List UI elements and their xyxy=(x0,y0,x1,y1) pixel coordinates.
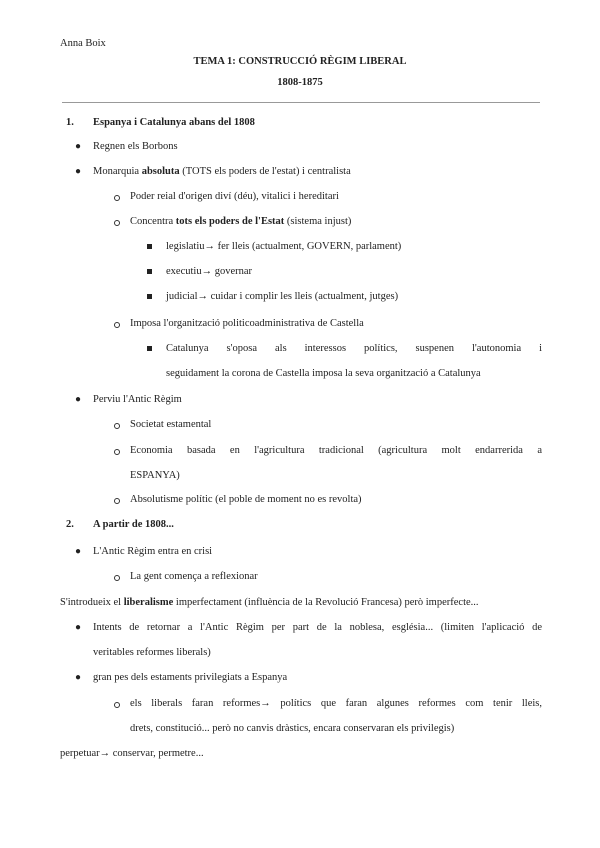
section-1-number: 1. xyxy=(66,117,74,128)
list-item-continuation: ESPANYA) xyxy=(130,470,180,481)
circle-bullet-icon xyxy=(114,423,120,429)
list-item: Perviu l'Antic Règim xyxy=(93,394,182,405)
section-2-number: 2. xyxy=(66,519,74,530)
list-item: Regnen els Borbons xyxy=(93,141,178,152)
paragraph: S'introdueix el liberalisme imperfectament (influència de la Revolució Francesa) però imperfecte... xyxy=(60,597,479,608)
list-item: executiu→ governar xyxy=(166,266,253,277)
circle-bullet-icon xyxy=(114,498,120,504)
list-item: judicial→ cuidar i complir les lleis (actualment, jutges) xyxy=(166,291,399,302)
list-item: Catalunya s'oposa als interessos polítics, suspenen l'autonomia i xyxy=(166,343,542,354)
square-bullet-icon xyxy=(147,244,152,249)
list-item: Societat estamental xyxy=(130,419,212,430)
list-item: La gent comença a reflexionar xyxy=(130,571,258,582)
paragraph: perpetuar→ conservar, permetre... xyxy=(60,748,204,759)
document-years: 1808-1875 xyxy=(277,77,323,88)
list-item-continuation: veritables reformes liberals) xyxy=(93,647,211,658)
disc-bullet-icon: ● xyxy=(75,166,82,177)
circle-bullet-icon xyxy=(114,702,120,708)
disc-bullet-icon: ● xyxy=(75,622,82,633)
square-bullet-icon xyxy=(147,346,152,351)
disc-bullet-icon: ● xyxy=(75,546,82,557)
list-item-continuation: drets, constitució... però no canvis dràstics, encara conservaran els privilegis) xyxy=(130,723,455,734)
section-1-heading: Espanya i Catalunya abans del 1808 xyxy=(93,117,255,128)
circle-bullet-icon xyxy=(114,195,120,201)
list-item: legislatiu→ fer lleis (actualment, GOVERN, parlament) xyxy=(166,241,402,252)
disc-bullet-icon: ● xyxy=(75,672,82,683)
header-divider xyxy=(62,102,540,103)
list-item: gran pes dels estaments privilegiats a Espanya xyxy=(93,672,288,683)
circle-bullet-icon xyxy=(114,449,120,455)
square-bullet-icon xyxy=(147,269,152,274)
list-item: Concentra tots els poders de l'Estat (sistema injust) xyxy=(130,216,352,227)
list-item: Economia basada en l'agricultura tradicional (agricultura molt endarrerida a xyxy=(130,445,542,456)
circle-bullet-icon xyxy=(114,575,120,581)
list-item-continuation: seguidament la corona de Castella imposa la seva organització a Catalunya xyxy=(166,368,481,379)
list-item: els liberals faran reformes→ polítics que faran algunes reformes com tenir lleis, xyxy=(130,698,542,709)
disc-bullet-icon: ● xyxy=(75,141,82,152)
disc-bullet-icon: ● xyxy=(75,394,82,405)
circle-bullet-icon xyxy=(114,220,120,226)
circle-bullet-icon xyxy=(114,322,120,328)
list-item: L'Antic Règim entra en crisi xyxy=(93,546,213,557)
list-item: Monarquia absoluta (TOTS els poders de l'estat) i centralista xyxy=(93,166,351,177)
list-item: Imposa l'organització politicoadministrativa de Castella xyxy=(130,318,364,329)
section-2-heading: A partir de 1808... xyxy=(93,519,174,530)
document-title: TEMA 1: CONSTRUCCIÓ RÈGIM LIBERAL xyxy=(193,56,407,67)
list-item: Intents de retornar a l'Antic Règim per part de la noblesa, església... (limiten l'aplicació de xyxy=(93,622,542,633)
list-item: Absolutisme polític (el poble de moment no es revolta) xyxy=(130,494,362,505)
author-name: Anna Boix xyxy=(60,38,106,49)
list-item: Poder reial d'origen diví (déu), vitalici i hereditari xyxy=(130,191,339,202)
square-bullet-icon xyxy=(147,294,152,299)
